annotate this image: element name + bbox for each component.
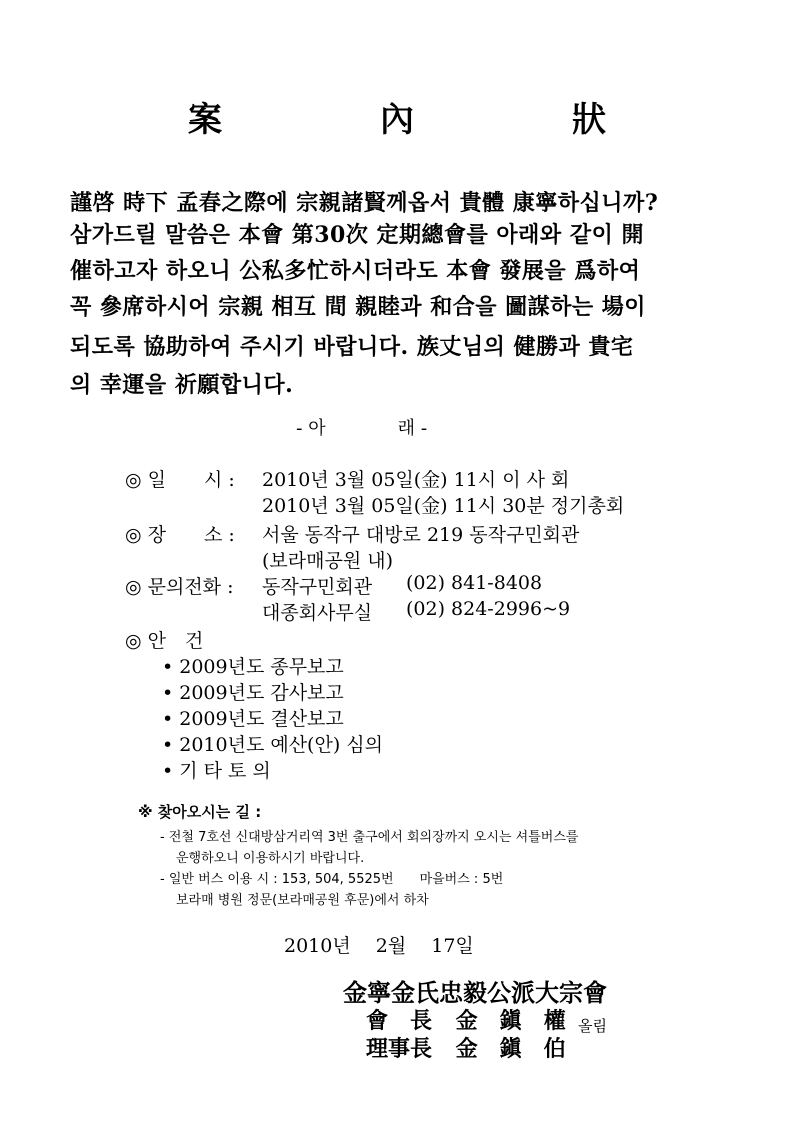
closing-text: 올림 <box>578 1017 607 1035</box>
president-signature <box>366 1004 566 1035</box>
schedule-label: ◎ 일 시 : <box>125 469 235 491</box>
agenda-item-text: 기 타 토 의 <box>179 760 271 782</box>
place-line-2: (보라매공원 내) <box>262 550 393 572</box>
president-name: 金 鎭 權 <box>455 1008 566 1034</box>
directions-line-3: - 일반 버스 이용 시 : 153, 504, 5525번 마을버스 : 5번 <box>160 872 504 887</box>
agenda-item <box>162 652 344 679</box>
bullet-icon: • <box>162 708 180 730</box>
place-line-1: 서울 동작구 대방로 219 동작구민회관 <box>262 524 580 546</box>
agenda-item <box>162 730 383 757</box>
agenda-item-text: 2009년도 종무보고 <box>179 656 344 678</box>
bullet-icon: • <box>162 760 180 782</box>
agenda-item-text: 2009년도 감사보고 <box>179 682 344 704</box>
bullet-icon: • <box>162 682 180 704</box>
directions-heading: ※ 찾아오시는 길 : <box>138 803 262 821</box>
place-label: ◎ 장 소 : <box>125 524 235 546</box>
document-date: 2010년 2월 17일 <box>284 935 474 957</box>
section-heading: - 아 래 - <box>296 418 428 439</box>
schedule-line-1: 2010년 3월 05일(金) 11시 이 사 회 <box>262 469 570 491</box>
contact-row2-phone: (02) 824-2996~9 <box>406 598 571 620</box>
directions-line-1: - 전철 7호선 신대방삼거리역 3번 출구에서 회의장까지 오시는 셔틀버스를 <box>160 830 579 845</box>
agenda-item-text: 2009년도 결산보고 <box>179 708 344 730</box>
contact-label: ◎ 문의전화 : <box>125 576 234 598</box>
intro-line-1: 謹啓 時下 孟春之際에 宗親諸賢께옵서 貴體 康寧하십니까? <box>70 190 659 216</box>
intro-line-3: 催하고자 하오니 公私多忙하시더라도 本會 發展을 爲하여 <box>70 258 641 284</box>
director-title: 理事長 <box>366 1036 433 1062</box>
schedule-line-2: 2010년 3월 05일(金) 11시 30분 정기총회 <box>262 495 625 517</box>
bullet-icon: • <box>162 734 180 756</box>
document-title: 案 內 狀 <box>188 100 668 140</box>
agenda-item-text: 2010년도 예산(안) 심의 <box>179 734 383 756</box>
organization-name: 金寧金氏忠毅公派大宗會 <box>343 978 607 1007</box>
director-signature <box>366 1032 566 1063</box>
bullet-icon: • <box>162 656 180 678</box>
agenda-item <box>162 704 344 731</box>
intro-line-5: 되도록 協助하여 주시기 바랍니다. 族丈님의 健勝과 貴宅 <box>70 334 634 360</box>
directions-line-2: 운행하오니 이용하시기 바랍니다. <box>176 851 365 866</box>
director-name: 金 鎭 伯 <box>455 1036 566 1062</box>
contact-row2-name: 대종회사무실 <box>262 602 373 624</box>
directions-line-4: 보라매 병원 정문(보라매공원 후문)에서 하차 <box>176 893 429 908</box>
intro-line-2: 삼가드릴 말씀은 本會 第30次 定期總會를 아래와 같이 開 <box>70 222 645 248</box>
contact-row1-phone: (02) 841-8408 <box>406 572 543 594</box>
intro-line-6: 의 幸運을 祈願합니다. <box>70 372 294 398</box>
agenda-label: ◎ 안 건 <box>125 630 204 652</box>
contact-row1-name: 동작구민회관 <box>262 576 373 598</box>
agenda-item <box>162 756 271 783</box>
agenda-item <box>162 678 344 705</box>
president-title: 會 長 <box>366 1008 433 1034</box>
intro-line-4: 꼭 參席하시어 宗親 相互 間 親睦과 和合을 圖謀하는 場이 <box>70 294 647 320</box>
